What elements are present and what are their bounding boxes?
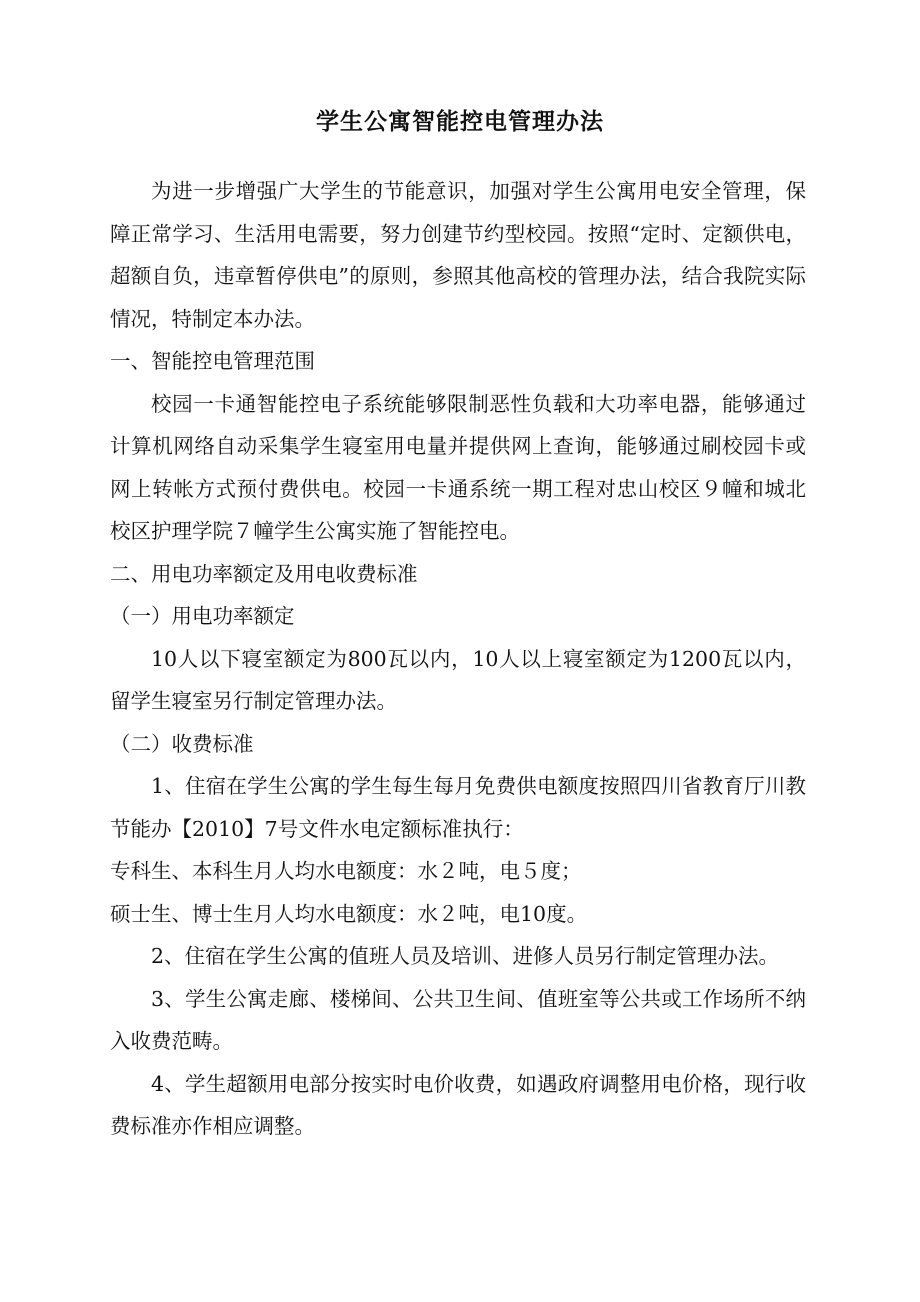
quota-undergrad: 专科生、本科生月人均水电额度：水２吨，电５度； <box>110 859 582 883</box>
fee-item-3: 3、学生公寓走廊、楼梯间、公共卫生间、值班室等公共或工作场所不纳入收费范畴。 <box>110 986 806 1053</box>
section-heading-1: 一、智能控电管理范围 <box>110 349 315 373</box>
intro-paragraph: 为进一步增强广大学生的节能意识，加强对学生公寓用电安全管理，保障正常学习、生活用电需要，努力创建节约型校园。按照“定时、定额供电，超额自负，违章暂停供电”的原则，参照其他高校的管理办法，结合我院实际情况，特制定本办法。 <box>110 179 806 331</box>
scope-paragraph: 校园一卡通智能控电子系统能够限制恶性负载和大功率电器，能够通过计算机网络自动采集学生寝室用电量并提供网上查询，能够通过刷校园卡或网上转帐方式预付费供电。校园一卡通系统一期工程对忠山校区９幢和城北校区护理学院７幢学生公寓实施了智能控电。 <box>110 391 806 543</box>
document-title: 学生公寓智能控电管理办法 <box>316 109 604 135</box>
fee-item-2: 2、住宿在学生公寓的值班人员及培训、进修人员另行制定管理办法。 <box>151 944 780 968</box>
section-heading-2: 二、用电功率额定及用电收费标准 <box>110 561 418 586</box>
subsection-heading-1: （一）用电功率额定 <box>110 604 295 628</box>
power-rating-paragraph: 10人以下寝室额定为800瓦以内，10人以上寝室额定为1200瓦以内，留学生寝室另行制定管理办法。 <box>110 646 806 713</box>
fee-item-1: 1、住宿在学生公寓的学生每生每月免费供电额度按照四川省教育厅川教节能办【2010】7号文件水电定额标准执行： <box>110 774 806 841</box>
subsection-heading-2: （二）收费标准 <box>110 731 254 756</box>
quota-graduate: 硕士生、博士生月人均水电额度：水２吨，电10度。 <box>110 901 588 926</box>
document-body <box>110 170 806 1148</box>
fee-item-4: 4、学生超额用电部分按实时电价收费，如遇政府调整用电价格，现行收费标准亦作相应调整。 <box>110 1071 806 1138</box>
